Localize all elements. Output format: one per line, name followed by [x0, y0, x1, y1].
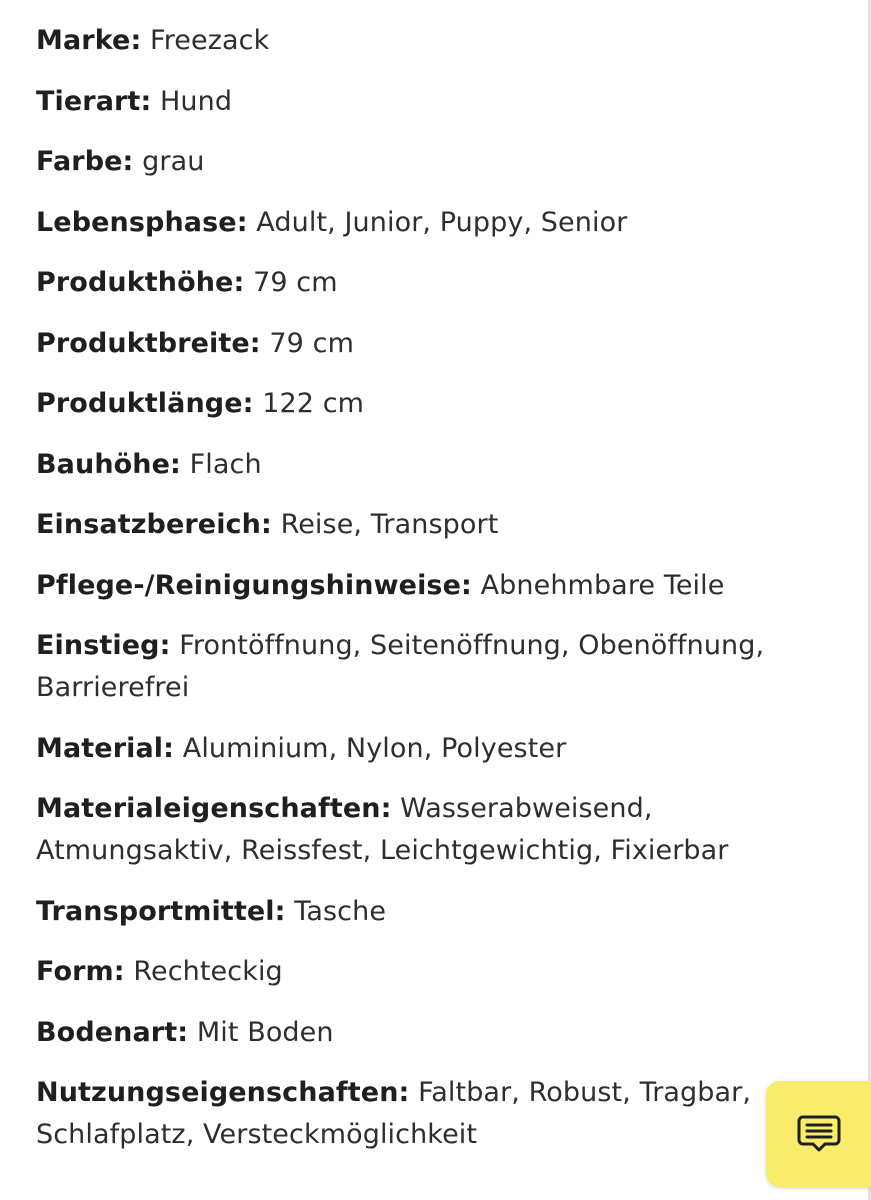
spec-value: 79 cm: [253, 267, 338, 298]
spec-row-nutzungseigenschaften: [36, 1072, 826, 1156]
spec-value: Tasche: [294, 895, 387, 927]
spec-label: Produktbreite:: [36, 327, 261, 359]
spec-row-einstieg: [36, 625, 826, 709]
spec-label: Produktlänge:: [36, 388, 254, 419]
spec-label: Form:: [36, 956, 125, 987]
chat-icon: [796, 1114, 842, 1154]
spec-row-form: [36, 951, 826, 993]
spec-row-produktlaenge: [36, 383, 826, 425]
spec-value: Flach: [189, 448, 262, 480]
spec-value: Hund: [160, 85, 233, 117]
chat-button[interactable]: [766, 1081, 871, 1187]
spec-label: Material:: [36, 732, 175, 764]
spec-row-farbe: [36, 141, 826, 183]
spec-label: Einstieg:: [36, 630, 171, 661]
spec-value: grau: [142, 146, 205, 177]
spec-row-transportmittel: [36, 891, 826, 933]
spec-row-produktbreite: [36, 323, 826, 365]
spec-value: Reise, Transport: [280, 509, 499, 540]
spec-row-bodenart: [36, 1012, 826, 1054]
spec-row-bauhoehe: [36, 444, 826, 486]
spec-label: Marke:: [36, 25, 142, 56]
spec-value: Freezack: [150, 25, 270, 56]
spec-row-einsatzbereich: [36, 504, 826, 546]
spec-label: Bodenart:: [36, 1016, 189, 1048]
spec-label: Bauhöhe:: [36, 448, 181, 480]
spec-label: Tierart:: [36, 85, 152, 117]
spec-row-pflegehinweise: [36, 565, 826, 607]
spec-value: 79 cm: [269, 327, 354, 359]
spec-value: Wasserabweisend, Atmungsaktiv, Reissfest, Leichtgewichtig, Fixierbar: [36, 793, 729, 866]
spec-value: Adult, Junior, Puppy, Senior: [256, 206, 628, 238]
spec-label: Pflege-/Reinigungshinweise:: [36, 569, 472, 601]
spec-value: Mit Boden: [196, 1016, 334, 1048]
spec-label: Einsatzbereich:: [36, 509, 272, 540]
spec-row-material: [36, 728, 826, 770]
spec-row-materialeigenschaften: [36, 788, 826, 872]
spec-label: Lebensphase:: [36, 206, 248, 238]
spec-value: Faltbar, Robust, Tragbar, Schlafplatz, Versteckmöglichkeit: [36, 1077, 752, 1150]
product-specs-list: [36, 20, 826, 1175]
spec-row-marke: [36, 20, 826, 62]
spec-label: Materialeigenschaften:: [36, 793, 392, 824]
spec-label: Transportmittel:: [36, 895, 286, 927]
spec-value: Rechteckig: [133, 956, 283, 987]
spec-label: Farbe:: [36, 146, 134, 177]
spec-value: 122 cm: [262, 388, 365, 419]
spec-label: Nutzungseigenschaften:: [36, 1077, 410, 1108]
spec-value: Frontöffnung, Seitenöffnung, Obenöffnung, Barrierefrei: [36, 630, 765, 703]
spec-row-tierart: [36, 81, 826, 123]
spec-row-produkthoehe: [36, 262, 826, 304]
spec-value: Abnehmbare Teile: [480, 569, 725, 601]
spec-label: Produkthöhe:: [36, 267, 245, 298]
spec-row-lebensphase: [36, 202, 826, 244]
spec-value: Aluminium, Nylon, Polyester: [182, 732, 567, 764]
